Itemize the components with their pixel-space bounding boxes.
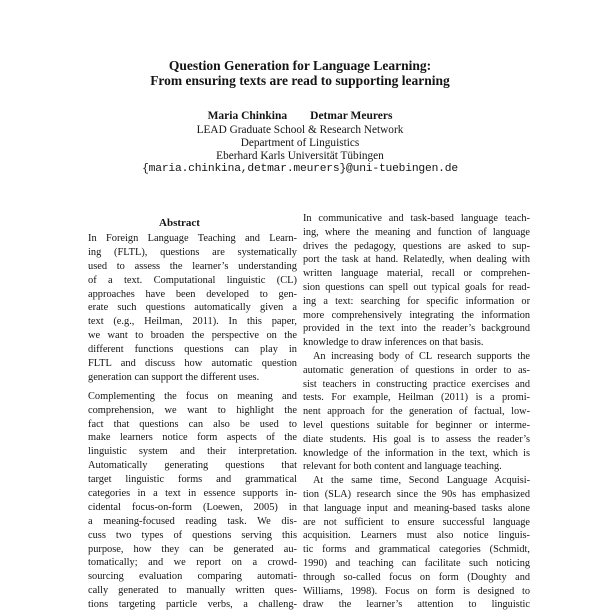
text-line: comprehension, we want to highlight the — [88, 404, 297, 416]
text-line: diate students. His goal is to assess the reader’s — [303, 433, 530, 445]
title-line-2: From ensuring texts are read to supporting learning — [150, 72, 450, 88]
text-line: tions targeting particle verbs, a challeng- — [88, 599, 297, 611]
text-line: text (e.g., Heilman, 2011). In this paper, — [88, 316, 297, 328]
text-line: provided in the text into the reader’s background — [303, 323, 530, 335]
text-line: we want to broaden the perspective on the — [88, 330, 297, 342]
text-line: that language input and meaning-based tasks alone — [303, 502, 530, 514]
text-line: approaches have been developed to gen- — [88, 288, 297, 300]
text-line: ing (FLTL), questions are systematically — [88, 246, 297, 258]
text-line: tomatically; and we report on a crowd- — [88, 557, 297, 569]
author-name-1: Maria Chinkina — [207, 110, 288, 122]
text-line: through so-called focus on form (Doughty and — [303, 571, 530, 583]
text-line: sist teachers in constructing practice exercises and — [303, 378, 530, 390]
title-line-1: Question Generation for Language Learning: — [168, 58, 432, 73]
text-line: relevant for both content and language teaching. — [303, 461, 502, 473]
text-line: generation can support the different uses. — [88, 371, 260, 383]
text-line: make learners notice form aspects of the — [88, 432, 297, 444]
affiliation-line: Eberhard Karls Universität Tübingen — [216, 150, 384, 162]
text-line: automatic generation of questions in order to as- — [303, 364, 530, 376]
text-line: written language material, recall or comprehen- — [303, 268, 530, 280]
text-line: Automatically generating questions that — [88, 460, 297, 472]
affiliation-block — [0, 124, 600, 163]
text-line: cally generated to manually written ques- — [88, 585, 297, 597]
text-line: of a text. Computational linguistic (CL) — [88, 274, 297, 286]
text-line: cidental focus-on-form (Loewen, 2005) in — [88, 501, 297, 513]
text-line: sourcing evaluation comparing automati- — [88, 571, 297, 583]
text-line: level questions suitable for beginner or interme- — [303, 419, 530, 431]
text-line: erate such questions automatically given a — [88, 302, 297, 314]
text-line: In communicative and task-based language teach- — [303, 213, 530, 224]
author-name-2: Detmar Meurers — [310, 110, 393, 122]
affiliation-line: LEAD Graduate School & Research Network — [196, 124, 404, 136]
text-line: target linguistic forms and grammatical — [88, 474, 297, 486]
paragraph — [88, 232, 297, 385]
text-line: fact that questions can also be used to — [88, 418, 297, 430]
text-line: tic forms and grammatical categories (Schmidt, — [303, 544, 530, 556]
abstract-column — [88, 232, 297, 611]
text-line: drives the pedagogy, questions are asked to sup- — [303, 240, 530, 252]
introduction-column — [303, 212, 530, 611]
text-line: knowledge to draw inferences on that basis. — [303, 337, 484, 349]
paragraph — [303, 350, 530, 474]
text-line: nent approach for the generation of factual, low- — [303, 406, 530, 418]
text-line: port the task at hand. Relatedly, when dealing with — [303, 254, 530, 266]
text-line: ing a text: searching for specific information or — [303, 295, 530, 307]
text-line: acquisition. Learners must also notice linguis- — [303, 530, 530, 542]
text-line: 1990) and teaching can facilitate such noticing — [303, 557, 530, 569]
text-line: draw the learner’s attention to linguistic — [303, 599, 530, 611]
text-line: Complementing the focus on meaning and — [88, 390, 297, 402]
abstract-heading: Abstract — [159, 217, 200, 229]
text-line: ing, where the meaning and function of language — [303, 226, 530, 238]
text-line: more comprehensively integrating the information — [303, 309, 530, 321]
text-line: knowledge of the information in the text, which is — [303, 447, 530, 459]
text-line: a meaning-focused reading task. We dis- — [88, 515, 297, 527]
text-line: At the same time, Second Language Acquisi- — [313, 475, 530, 487]
email-line: {maria.chinkina,detmar.meurers}@uni-tuebingen.de — [142, 163, 458, 175]
text-line: FLTL and discuss how automatic question — [88, 358, 297, 370]
affiliation-line: Department of Linguistics — [240, 137, 360, 149]
text-line: sion questions can spell out typical goals for read- — [303, 281, 530, 293]
text-line: purpose, how they can be generated au- — [88, 543, 297, 555]
text-line: An increasing body of CL research supports the — [313, 350, 530, 362]
text-line: tests. For example, Heilman (2011) is a promi- — [303, 392, 530, 404]
text-line: different functions questions can play in — [88, 344, 297, 356]
paragraph — [88, 390, 297, 612]
text-line: Williams, 1998). Focus on form is designed to — [303, 585, 530, 597]
text-line: tion (SLA) research since the 90s has emphasized — [303, 488, 530, 500]
paragraph — [303, 212, 530, 350]
text-line: linguistic system and their interpretation. — [88, 446, 297, 458]
paper-title — [0, 59, 600, 88]
authors-row — [0, 109, 600, 123]
text-line: are not sufficient to ensure successful language — [303, 516, 530, 528]
text-line: In Foreign Language Teaching and Learn- — [88, 233, 297, 244]
text-line: used to assess the learner’s understanding — [88, 260, 297, 272]
paragraph — [303, 474, 530, 612]
text-line: cuss two types of questions serving this — [88, 529, 297, 541]
text-line: categories in a text in essence supports in- — [88, 488, 297, 500]
